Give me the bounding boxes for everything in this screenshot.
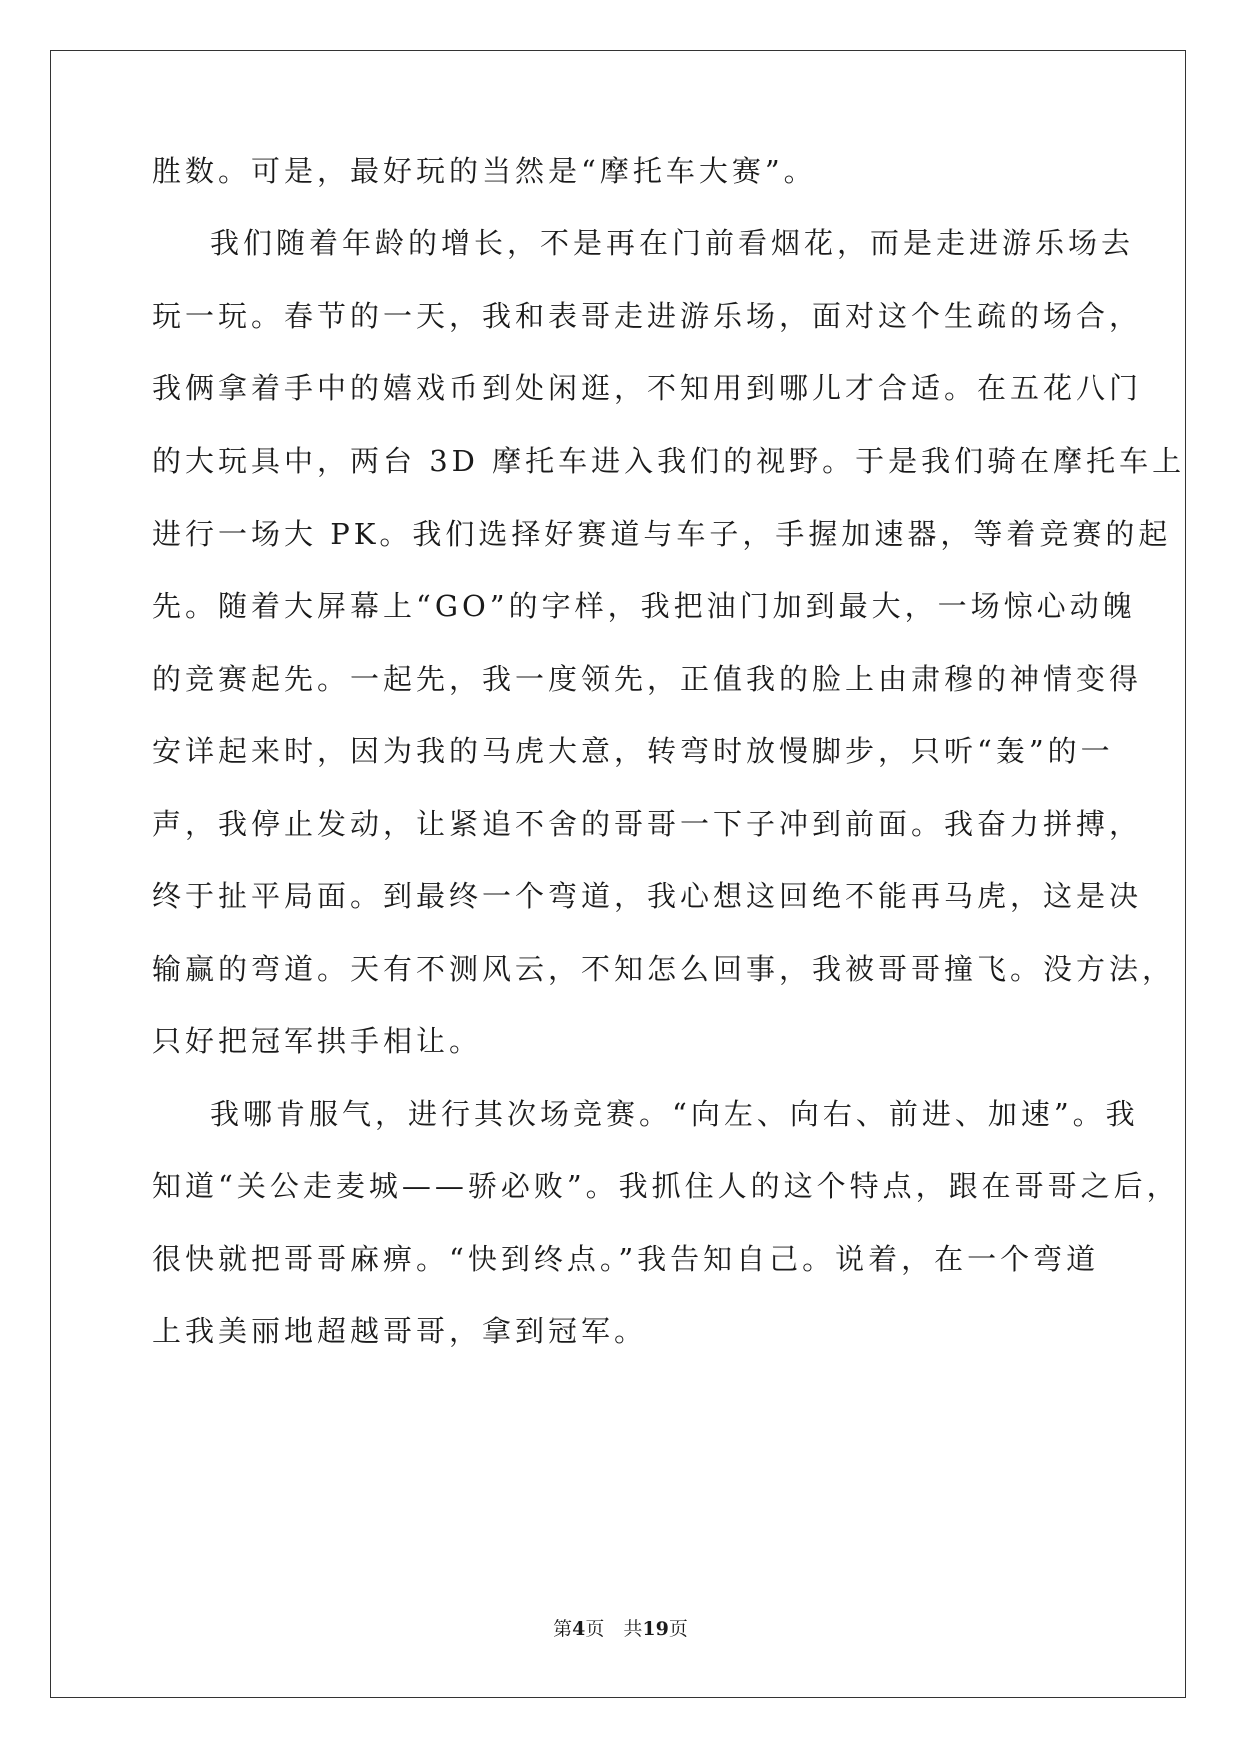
paragraph-first-line: 我们随着年龄的增长，不是再在门前看烟花，而是走进游乐场去 [210,226,1135,260]
text-line: 终于扯平局面。到最终一个弯道，我心想这回绝不能再马虎，这是决 [152,879,1143,913]
text-line: 玩一玩。春节的一天，我和表哥走进游乐场，面对这个生疏的场合， [152,299,1143,333]
total-page-number: 19 [642,1618,669,1640]
current-page-number: 4 [572,1618,586,1640]
footer-prefix: 第 [553,1618,573,1640]
page-footer [0,1614,1241,1641]
text-line: 我俩拿着手中的嬉戏币到处闲逛，不知用到哪儿才合适。在五花八门 [152,371,1143,405]
text-line: 的竞赛起先。一起先，我一度领先，正值我的脸上由肃穆的神情变得 [152,662,1143,696]
text-line: 安详起来时，因为我的马虎大意，转弯时放慢脚步，只听“轰”的一 [152,734,1114,768]
paragraph-first-line: 我哪肯服气，进行其次场竞赛。“向左、向右、前进、加速”。我 [210,1097,1139,1131]
text-line: 很快就把哥哥麻痹。“快到终点。”我告知自己。说着，在一个弯道 [152,1242,1100,1276]
text-line: 的大玩具中，两台 3D 摩托车进入我们的视野。于是我们骑在摩托车上 [152,444,1186,478]
footer-mid: 页 共 [585,1618,643,1640]
text-line: 进行一场大 PK。我们选择好赛道与车子，手握加速器，等着竞赛的起 [152,517,1172,551]
text-line: 声，我停止发动，让紧追不舍的哥哥一下子冲到前面。我奋力拼搏， [152,807,1143,841]
text-line: 只好把冠军拱手相让。 [152,1024,483,1058]
text-line: 输赢的弯道。天有不测风云，不知怎么回事，我被哥哥撞飞。没方法， [152,952,1176,986]
text-line: 胜数。可是，最好玩的当然是“摩托车大赛”。 [152,154,817,188]
footer-suffix: 页 [668,1618,688,1640]
text-line: 知道“关公走麦城——骄必败”。我抓住人的这个特点，跟在哥哥之后， [152,1169,1180,1203]
text-line: 上我美丽地超越哥哥，拿到冠军。 [152,1314,648,1348]
text-line: 先。随着大屏幕上“GO”的字样，我把油门加到最大，一场惊心动魄 [152,589,1136,623]
